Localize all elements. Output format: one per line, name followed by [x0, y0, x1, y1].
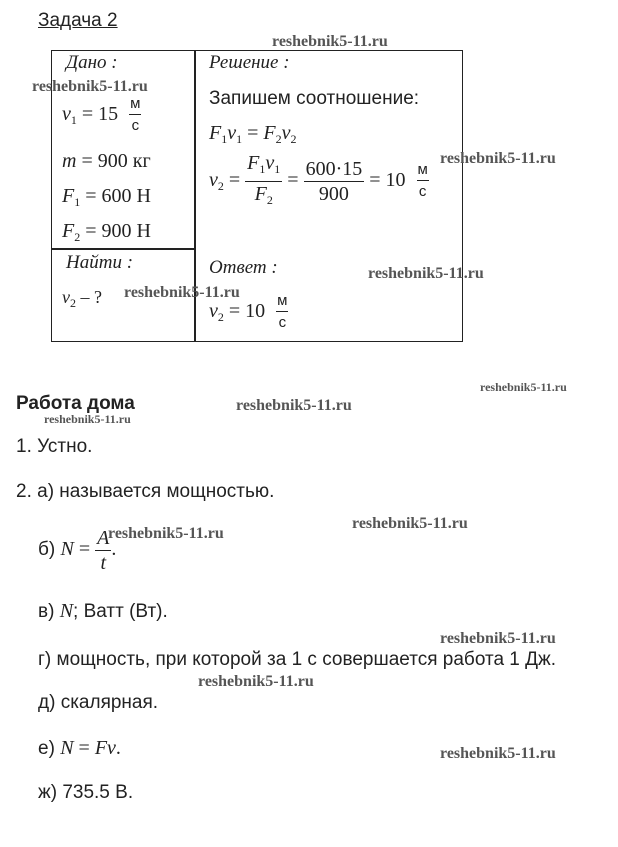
homework-item-2zh: ж) 735.5 В. — [38, 782, 134, 803]
given-label: Дано : — [66, 52, 118, 73]
solution-calculation: $v_2$ = $\frac{F_1v_1}{F_2}$ = $\frac{600\cdot 15}{900}$ = 10 $\frac{м}{с}$ — [209, 152, 429, 211]
watermark: reshebnik5-11.ru — [108, 525, 224, 542]
given-F1: $F_1 = 600$ Н — [62, 185, 151, 209]
homework-item-1: 1. Устно. — [16, 436, 93, 457]
watermark: reshebnik5-11.ru — [272, 33, 388, 50]
homework-item-2e: е) N = Fv. — [38, 737, 121, 759]
watermark: reshebnik5-11.ru — [198, 673, 314, 690]
given-v1: $v_1 = 15$ $\frac{м}{с}$ — [62, 95, 141, 134]
given-v1-unit: $\frac{м}{с}$ — [130, 95, 141, 134]
solution-intro: Запишем соотношение: — [209, 88, 420, 109]
watermark: reshebnik5-11.ru — [236, 397, 352, 414]
fraction-A-over-t: $\frac{A}{t}$ — [97, 527, 110, 574]
homework-item-2a: 2. а) называется мощностью. — [16, 481, 275, 502]
homework-item-2d: д) скалярная. — [38, 692, 159, 713]
homework-item-2g: г) мощность, при которой за 1 с совершается работа 1 Дж. — [38, 649, 557, 670]
task-title: Задача 2 — [38, 10, 118, 31]
find-label: Найти : — [66, 252, 134, 273]
given-F2: $F_2 = 900$ Н — [62, 220, 151, 244]
watermark: reshebnik5-11.ru — [368, 265, 484, 282]
find-v2: $v_2$ – ? — [62, 287, 102, 310]
solution-label: Решение : — [209, 52, 290, 73]
homework-item-2v: в) N; Ватт (Вт). — [38, 600, 168, 622]
watermark: reshebnik5-11.ru — [352, 515, 468, 532]
calc-unit: $\frac{м}{с}$ — [417, 161, 428, 200]
answer-unit: $\frac{м}{с}$ — [277, 292, 288, 331]
answer-value: $v_2 = 10$ $\frac{м}{с}$ — [209, 292, 288, 331]
watermark: reshebnik5-11.ru — [440, 150, 556, 167]
watermark: reshebnik5-11.ru — [440, 745, 556, 762]
table-divider-horizontal — [51, 248, 195, 250]
given-mass: m = 900 кг — [62, 150, 151, 172]
watermark: reshebnik5-11.ru — [124, 284, 240, 301]
solution-relation: $F_1v_1 = F_2v_2$ — [209, 122, 297, 146]
homework-item-2b: б) N = $\frac{A}{t}$ . — [38, 527, 117, 574]
homework-title: Работа дома — [16, 393, 135, 414]
watermark: reshebnik5-11.ru — [44, 412, 131, 426]
answer-label: Ответ : — [209, 257, 278, 278]
watermark: reshebnik5-11.ru — [32, 78, 148, 95]
fraction-numeric: $\frac{600\cdot 15}{900}$ — [305, 158, 363, 205]
fraction-F1v1-over-F2: $\frac{F_1v_1}{F_2}$ — [247, 152, 281, 207]
watermark: reshebnik5-11.ru — [440, 630, 556, 647]
watermark: reshebnik5-11.ru — [480, 380, 567, 394]
